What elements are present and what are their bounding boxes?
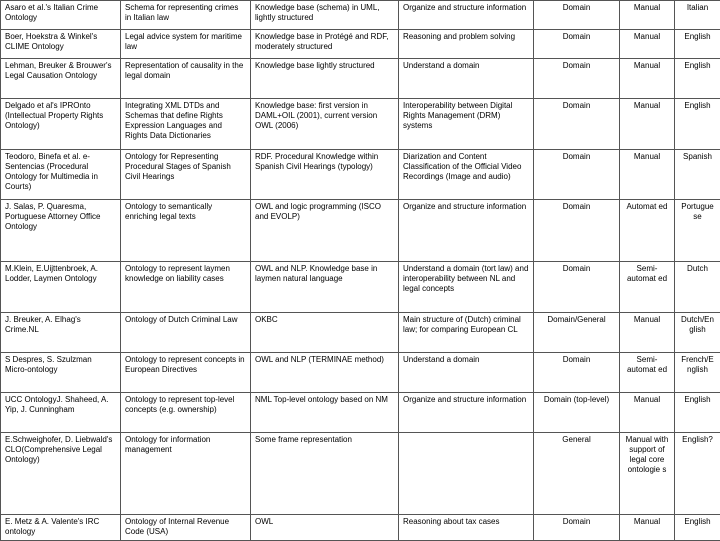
ontology-name-cell: Boer, Hoekstra & Winkel's CLIME Ontology [1, 30, 121, 59]
goal-cell: Understand a domain (tort law) and interoperability between NL and legal concepts [399, 262, 534, 313]
method-cell: Semi-automat ed [620, 353, 675, 393]
ontology-name-cell: Lehman, Breuker & Brouwer's Legal Causation Ontology [1, 59, 121, 99]
representation-cell: OWL and logic programming (ISCO and EVOLP) [251, 200, 399, 262]
table-row [1, 353, 720, 393]
purpose-cell: Ontology to represent laymen knowledge on liability cases [121, 262, 251, 313]
scope-cell: Domain [534, 150, 620, 200]
purpose-cell: Legal advice system for maritime law [121, 30, 251, 59]
language-cell: English [675, 59, 720, 99]
purpose-cell: Schema for representing crimes in Italian law [121, 1, 251, 30]
scope-cell: Domain [534, 515, 620, 541]
purpose-cell: Ontology to represent concepts in European Directives [121, 353, 251, 393]
purpose-cell: Integrating XML DTDs and Schemas that define Rights Expression Languages and Rights Data Dictionaries [121, 99, 251, 150]
method-cell: Manual [620, 59, 675, 99]
goal-cell [399, 433, 534, 515]
representation-cell: Some frame representation [251, 433, 399, 515]
goal-cell: Organize and structure information [399, 200, 534, 262]
scope-cell: Domain [534, 99, 620, 150]
scope-cell: Domain [534, 200, 620, 262]
scope-cell: Domain (top-level) [534, 393, 620, 433]
goal-cell: Interoperability between Digital Rights Management (DRM) systems [399, 99, 534, 150]
purpose-cell: Ontology for Representing Procedural Stages of Spanish Civil Hearings [121, 150, 251, 200]
goal-cell: Main structure of (Dutch) criminal law; for comparing European CL [399, 313, 534, 353]
representation-cell: RDF. Procedural Knowledge within Spanish Civil Hearings (typology) [251, 150, 399, 200]
language-cell: English [675, 99, 720, 150]
purpose-cell: Representation of causality in the legal domain [121, 59, 251, 99]
scope-cell: Domain [534, 30, 620, 59]
method-cell: Automat ed [620, 200, 675, 262]
table-row [1, 59, 720, 99]
language-cell: English [675, 393, 720, 433]
representation-cell: OWL and NLP (TERMINAE method) [251, 353, 399, 393]
ontology-name-cell: Teodoro, Binefa et al. e-Sentencias (Procedural Ontology for Multimedia in Courts) [1, 150, 121, 200]
scope-cell: General [534, 433, 620, 515]
scope-cell: Domain [534, 59, 620, 99]
representation-cell: Knowledge base (schema) in UML, lightly structured [251, 1, 399, 30]
table-row [1, 262, 720, 313]
purpose-cell: Ontology to semantically enriching legal texts [121, 200, 251, 262]
representation-cell: Knowledge base: first version in DAML+OIL (2001), current version OWL (2006) [251, 99, 399, 150]
language-cell: English? [675, 433, 720, 515]
ontology-name-cell: E.Schweighofer, D. Liebwald's CLO(Comprehensive Legal Ontology) [1, 433, 121, 515]
ontology-name-cell: Asaro et al.'s Italian Crime Ontology [1, 1, 121, 30]
language-cell: French/E nglish [675, 353, 720, 393]
table-row [1, 393, 720, 433]
language-cell: Spanish [675, 150, 720, 200]
goal-cell: Diarization and Content Classification of the Official Video Recordings (Image and audio) [399, 150, 534, 200]
method-cell: Semi-automat ed [620, 262, 675, 313]
table-row [1, 515, 720, 541]
goal-cell: Organize and structure information [399, 1, 534, 30]
ontology-name-cell: J. Salas, P. Quaresma, Portuguese Attorney Office Ontology [1, 200, 121, 262]
table-row [1, 99, 720, 150]
goal-cell: Organize and structure information [399, 393, 534, 433]
purpose-cell: Ontology of Dutch Criminal Law [121, 313, 251, 353]
method-cell: Manual [620, 313, 675, 353]
language-cell: Italian [675, 1, 720, 30]
ontology-name-cell: S Despres, S. Szulzman Micro-ontology [1, 353, 121, 393]
method-cell: Manual [620, 515, 675, 541]
purpose-cell: Ontology of Internal Revenue Code (USA) [121, 515, 251, 541]
goal-cell: Reasoning and problem solving [399, 30, 534, 59]
method-cell: Manual [620, 150, 675, 200]
method-cell: Manual [620, 99, 675, 150]
language-cell: English [675, 515, 720, 541]
goal-cell: Reasoning about tax cases [399, 515, 534, 541]
table-row [1, 313, 720, 353]
goal-cell: Understand a domain [399, 353, 534, 393]
table-row [1, 30, 720, 59]
language-cell: Dutch/En glish [675, 313, 720, 353]
purpose-cell: Ontology for information management [121, 433, 251, 515]
language-cell: Portugue se [675, 200, 720, 262]
representation-cell: OWL and NLP. Knowledge base in laymen natural language [251, 262, 399, 313]
ontology-name-cell: UCC OntologyJ. Shaheed, A. Yip, J. Cunningham [1, 393, 121, 433]
table-row [1, 150, 720, 200]
method-cell: Manual [620, 393, 675, 433]
method-cell: Manual [620, 1, 675, 30]
representation-cell: NML Top-level ontology based on NM [251, 393, 399, 433]
scope-cell: Domain [534, 353, 620, 393]
representation-cell: Knowledge base lightly structured [251, 59, 399, 99]
scope-cell: Domain/General [534, 313, 620, 353]
scope-cell: Domain [534, 262, 620, 313]
representation-cell: Knowledge base in Protégé and RDF, moderately structured [251, 30, 399, 59]
table-row [1, 200, 720, 262]
goal-cell: Understand a domain [399, 59, 534, 99]
ontology-name-cell: E. Metz & A. Valente's IRC ontology [1, 515, 121, 541]
representation-cell: OKBC [251, 313, 399, 353]
table-row [1, 433, 720, 515]
language-cell: Dutch [675, 262, 720, 313]
ontology-name-cell: M.Klein, E.Uijttenbroek, A. Lodder, Laymen Ontology [1, 262, 121, 313]
table-row [1, 1, 720, 30]
ontology-name-cell: Delgado et al's IPROnto (Intellectual Property Rights Ontology) [1, 99, 121, 150]
method-cell: Manual with support of legal core ontologie s [620, 433, 675, 515]
method-cell: Manual [620, 30, 675, 59]
purpose-cell: Ontology to represent top-level concepts (e.g. ownership) [121, 393, 251, 433]
language-cell: English [675, 30, 720, 59]
scope-cell: Domain [534, 1, 620, 30]
representation-cell: OWL [251, 515, 399, 541]
ontology-name-cell: J. Breuker, A. Elhag's Crime.NL [1, 313, 121, 353]
